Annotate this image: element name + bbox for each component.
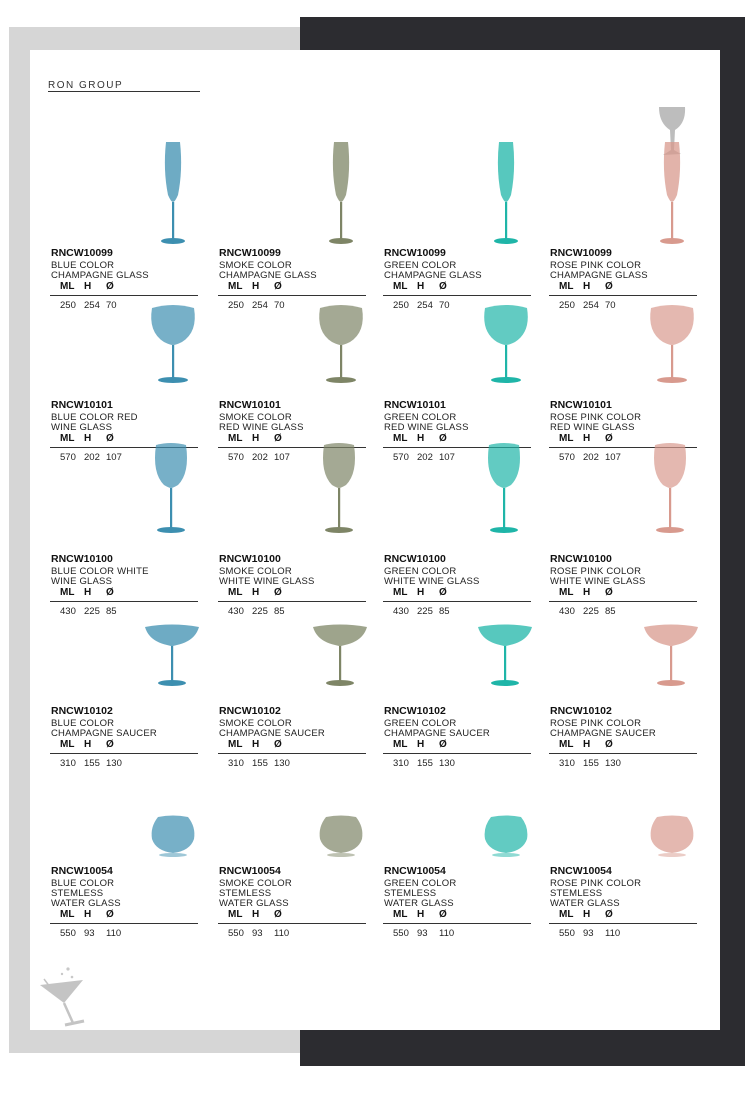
- product-card: [383, 648, 535, 788]
- spec-value: 254: [583, 300, 599, 311]
- spec-header-label: ML: [60, 433, 75, 444]
- spec-value: 254: [84, 300, 100, 311]
- spec-header-label: Ø: [605, 909, 613, 920]
- product-name-line: WINE GLASS: [51, 576, 113, 587]
- product-code: RNCW10054: [219, 865, 281, 877]
- spec-value: 550: [559, 928, 575, 939]
- spec-header-label: H: [84, 587, 92, 598]
- spec-header-label: Ø: [106, 281, 114, 292]
- spec-header-label: Ø: [605, 433, 613, 444]
- whitewine-glass-image: [148, 441, 194, 541]
- spec-value: 107: [274, 452, 290, 463]
- spec-values: [60, 928, 128, 939]
- product-name-line: RED WINE GLASS: [550, 422, 635, 433]
- product-name-line: CHAMPAGNE SAUCER: [384, 728, 490, 739]
- product-name-line: CHAMPAGNE GLASS: [51, 270, 149, 281]
- spec-value: 110: [605, 928, 621, 939]
- spec-header-label: Ø: [605, 587, 613, 598]
- product-name-line: BLUE COLOR: [51, 718, 115, 729]
- product-code: RNCW10102: [550, 705, 612, 717]
- product-name-line: STEMLESS: [219, 888, 272, 899]
- spec-header: [60, 909, 122, 920]
- product-code: RNCW10099: [51, 247, 113, 259]
- spec-header-label: ML: [228, 909, 243, 920]
- spec-header: [228, 909, 290, 920]
- product-card: [383, 496, 535, 636]
- spec-divider: [383, 295, 531, 296]
- spec-header-label: ML: [228, 281, 243, 292]
- spec-value: 130: [605, 758, 621, 769]
- spec-value: 225: [417, 606, 433, 617]
- product-name-line: WHITE WINE GLASS: [384, 576, 480, 587]
- saucer-glass-image: [476, 623, 534, 693]
- spec-header: [60, 281, 122, 292]
- redwine-glass-image: [645, 302, 699, 392]
- spec-header-label: Ø: [274, 587, 282, 598]
- spec-header: [60, 433, 122, 444]
- product-name-line: CHAMPAGNE SAUCER: [550, 728, 656, 739]
- spec-header-label: ML: [60, 909, 75, 920]
- spec-values: [228, 452, 296, 463]
- product-name-line: CHAMPAGNE SAUCER: [219, 728, 325, 739]
- spec-value: 225: [252, 606, 268, 617]
- spec-header-label: Ø: [439, 587, 447, 598]
- spec-header-label: Ø: [106, 433, 114, 444]
- product-name-line: RED WINE GLASS: [219, 422, 304, 433]
- spec-header-label: H: [252, 739, 260, 750]
- flute-glass-image: [153, 140, 193, 250]
- spec-header-label: Ø: [439, 433, 447, 444]
- spec-value: 130: [439, 758, 455, 769]
- spec-header-label: ML: [393, 739, 408, 750]
- spec-header-label: H: [417, 587, 425, 598]
- spec-values: [228, 300, 296, 311]
- spec-header-label: H: [583, 909, 591, 920]
- product-code: RNCW10100: [550, 553, 612, 565]
- cocktail-glass-icon: [38, 965, 88, 1030]
- spec-header: [228, 281, 290, 292]
- spec-values: [559, 758, 627, 769]
- spec-header-label: ML: [559, 587, 574, 598]
- spec-value: 70: [274, 300, 285, 311]
- spec-header-label: H: [417, 739, 425, 750]
- spec-value: 570: [559, 452, 575, 463]
- stemless-glass-image: [316, 813, 366, 863]
- spec-header-label: Ø: [274, 909, 282, 920]
- product-code: RNCW10099: [219, 247, 281, 259]
- spec-value: 310: [60, 758, 76, 769]
- product-name-line: ROSE PINK COLOR: [550, 718, 642, 729]
- spec-divider: [218, 295, 366, 296]
- product-name-line: WATER GLASS: [51, 898, 121, 909]
- spec-header-label: Ø: [106, 739, 114, 750]
- spec-value: 250: [393, 300, 409, 311]
- spec-value: 85: [605, 606, 616, 617]
- spec-value: 225: [583, 606, 599, 617]
- spec-header-label: ML: [393, 587, 408, 598]
- spec-header-label: Ø: [439, 909, 447, 920]
- product-name-line: WATER GLASS: [550, 898, 620, 909]
- spec-header-label: H: [84, 739, 92, 750]
- redwine-glass-image: [479, 302, 533, 392]
- product-name-line: BLUE COLOR WHITE: [51, 566, 149, 577]
- spec-header-label: ML: [559, 739, 574, 750]
- product-name-line: SMOKE COLOR: [219, 260, 292, 271]
- product-code: RNCW10100: [51, 553, 113, 565]
- product-name-line: STEMLESS: [384, 888, 437, 899]
- spec-value: 430: [559, 606, 575, 617]
- spec-value: 310: [228, 758, 244, 769]
- spec-divider: [218, 753, 366, 754]
- spec-header: [393, 587, 455, 598]
- spec-value: 430: [228, 606, 244, 617]
- brand-title: RON GROUP: [48, 80, 200, 92]
- product-code: RNCW10100: [219, 553, 281, 565]
- spec-header: [559, 281, 621, 292]
- spec-header-label: Ø: [605, 739, 613, 750]
- product-name-line: SMOKE COLOR: [219, 566, 292, 577]
- product-name-line: ROSE PINK COLOR: [550, 878, 642, 889]
- spec-divider: [549, 923, 697, 924]
- redwine-glass-image: [146, 302, 200, 392]
- product-card: [218, 648, 370, 788]
- spec-values: [393, 300, 461, 311]
- spec-value: 310: [393, 758, 409, 769]
- spec-header-label: H: [252, 433, 260, 444]
- spec-value: 70: [106, 300, 117, 311]
- spec-divider: [383, 923, 531, 924]
- spec-header-label: H: [84, 909, 92, 920]
- product-code: RNCW10102: [51, 705, 113, 717]
- product-name-line: SMOKE COLOR: [219, 412, 292, 423]
- spec-value: 550: [228, 928, 244, 939]
- spec-value: 430: [60, 606, 76, 617]
- spec-header-label: H: [417, 909, 425, 920]
- product-name-line: GREEN COLOR: [384, 566, 457, 577]
- product-card: [218, 496, 370, 636]
- product-name-line: SMOKE COLOR: [219, 878, 292, 889]
- product-name-line: SMOKE COLOR: [219, 718, 292, 729]
- spec-value: 85: [106, 606, 117, 617]
- spec-header-label: ML: [559, 909, 574, 920]
- spec-header-label: ML: [228, 739, 243, 750]
- spec-values: [60, 452, 128, 463]
- spec-divider: [50, 923, 198, 924]
- product-name-line: BLUE COLOR RED: [51, 412, 138, 423]
- spec-divider: [549, 601, 697, 602]
- whitewine-glass-image: [316, 441, 362, 541]
- spec-header-label: ML: [228, 433, 243, 444]
- product-card: [383, 808, 535, 948]
- spec-divider: [50, 295, 198, 296]
- spec-header: [559, 587, 621, 598]
- spec-value: 550: [393, 928, 409, 939]
- spec-divider: [218, 601, 366, 602]
- product-name-line: WINE GLASS: [51, 422, 113, 433]
- spec-header-label: H: [417, 433, 425, 444]
- spec-value: 93: [417, 928, 428, 939]
- product-name-line: ROSE PINK COLOR: [550, 260, 642, 271]
- saucer-glass-image: [311, 623, 369, 693]
- product-code: RNCW10100: [384, 553, 446, 565]
- spec-value: 130: [106, 758, 122, 769]
- spec-header-label: H: [252, 281, 260, 292]
- product-name-line: WHITE WINE GLASS: [219, 576, 315, 587]
- spec-value: 225: [84, 606, 100, 617]
- spec-header: [559, 909, 621, 920]
- spec-header-label: H: [84, 281, 92, 292]
- spec-header-label: ML: [60, 739, 75, 750]
- catalog-page: [30, 50, 720, 1030]
- product-card: [50, 648, 202, 788]
- spec-values: [228, 606, 296, 617]
- spec-values: [60, 758, 128, 769]
- spec-header-label: ML: [559, 433, 574, 444]
- product-code: RNCW10054: [550, 865, 612, 877]
- spec-values: [228, 758, 296, 769]
- spec-value: 254: [252, 300, 268, 311]
- product-name-line: CHAMPAGNE SAUCER: [51, 728, 157, 739]
- spec-value: 155: [583, 758, 599, 769]
- spec-header-label: Ø: [605, 281, 613, 292]
- spec-value: 70: [605, 300, 616, 311]
- product-code: RNCW10054: [51, 865, 113, 877]
- spec-header-label: ML: [559, 281, 574, 292]
- spec-header: [228, 433, 290, 444]
- spec-values: [559, 606, 627, 617]
- product-name-line: CHAMPAGNE GLASS: [550, 270, 648, 281]
- product-card: [50, 808, 202, 948]
- spec-values: [60, 606, 128, 617]
- spec-divider: [218, 923, 366, 924]
- spec-value: 202: [417, 452, 433, 463]
- spec-header: [393, 281, 455, 292]
- spec-header: [393, 433, 455, 444]
- spec-divider: [383, 753, 531, 754]
- spec-value: 570: [393, 452, 409, 463]
- product-name-line: ROSE PINK COLOR: [550, 412, 642, 423]
- spec-values: [559, 300, 627, 311]
- product-card: [549, 648, 701, 788]
- product-card: [50, 496, 202, 636]
- spec-header-label: ML: [228, 587, 243, 598]
- spec-header-label: ML: [393, 433, 408, 444]
- product-code: RNCW10102: [384, 705, 446, 717]
- spec-header-label: H: [583, 281, 591, 292]
- spec-value: 107: [439, 452, 455, 463]
- spec-values: [393, 452, 461, 463]
- spec-value: 202: [252, 452, 268, 463]
- product-name-line: BLUE COLOR: [51, 878, 115, 889]
- spec-value: 70: [439, 300, 450, 311]
- product-name-line: GREEN COLOR: [384, 718, 457, 729]
- whitewine-glass-image: [481, 441, 527, 541]
- spec-value: 110: [106, 928, 122, 939]
- product-card: [549, 808, 701, 948]
- spec-values: [228, 928, 296, 939]
- spec-value: 250: [60, 300, 76, 311]
- product-name-line: GREEN COLOR: [384, 412, 457, 423]
- product-name-line: WATER GLASS: [384, 898, 454, 909]
- spec-header: [559, 739, 621, 750]
- spec-header: [393, 909, 455, 920]
- spec-value: 155: [252, 758, 268, 769]
- flute-glass-image: [652, 140, 692, 250]
- spec-value: 85: [439, 606, 450, 617]
- spec-header: [228, 739, 290, 750]
- spec-value: 110: [439, 928, 455, 939]
- spec-values: [393, 758, 461, 769]
- spec-value: 250: [559, 300, 575, 311]
- spec-header: [228, 587, 290, 598]
- spec-header-label: Ø: [274, 281, 282, 292]
- product-name-line: CHAMPAGNE GLASS: [219, 270, 317, 281]
- spec-value: 107: [106, 452, 122, 463]
- spec-divider: [549, 753, 697, 754]
- spec-header-label: Ø: [274, 433, 282, 444]
- product-name-line: STEMLESS: [51, 888, 104, 899]
- stemless-glass-image: [481, 813, 531, 863]
- spec-value: 155: [417, 758, 433, 769]
- spec-header-label: H: [583, 739, 591, 750]
- spec-header-label: Ø: [439, 739, 447, 750]
- product-code: RNCW10101: [384, 399, 446, 411]
- spec-header-label: Ø: [274, 739, 282, 750]
- spec-header: [60, 739, 122, 750]
- spec-value: 93: [84, 928, 95, 939]
- spec-values: [60, 300, 128, 311]
- whitewine-glass-image: [647, 441, 693, 541]
- spec-header-label: Ø: [106, 587, 114, 598]
- spec-value: 430: [393, 606, 409, 617]
- saucer-glass-image: [143, 623, 201, 693]
- product-code: RNCW10054: [384, 865, 446, 877]
- spec-divider: [549, 295, 697, 296]
- spec-header-label: Ø: [439, 281, 447, 292]
- spec-header: [559, 433, 621, 444]
- spec-value: 110: [274, 928, 290, 939]
- product-name-line: RED WINE GLASS: [384, 422, 469, 433]
- spec-value: 250: [228, 300, 244, 311]
- spec-value: 202: [84, 452, 100, 463]
- spec-value: 254: [417, 300, 433, 311]
- spec-values: [393, 928, 461, 939]
- product-name-line: BLUE COLOR: [51, 260, 115, 271]
- spec-value: 202: [583, 452, 599, 463]
- product-card: [218, 808, 370, 948]
- stemless-glass-image: [148, 813, 198, 863]
- spec-values: [559, 928, 627, 939]
- spec-value: 93: [583, 928, 594, 939]
- product-name-line: GREEN COLOR: [384, 260, 457, 271]
- product-name-line: WHITE WINE GLASS: [550, 576, 646, 587]
- product-name-line: CHAMPAGNE GLASS: [384, 270, 482, 281]
- spec-value: 130: [274, 758, 290, 769]
- spec-header-label: ML: [393, 281, 408, 292]
- spec-header-label: H: [252, 587, 260, 598]
- spec-divider: [50, 601, 198, 602]
- spec-header-label: H: [583, 433, 591, 444]
- spec-header-label: H: [417, 281, 425, 292]
- product-name-line: STEMLESS: [550, 888, 603, 899]
- spec-values: [393, 606, 461, 617]
- spec-values: [559, 452, 627, 463]
- spec-value: 570: [60, 452, 76, 463]
- product-card: [549, 496, 701, 636]
- flute-glass-image: [321, 140, 361, 250]
- product-code: RNCW10099: [384, 247, 446, 259]
- spec-value: 155: [84, 758, 100, 769]
- spec-divider: [50, 753, 198, 754]
- spec-value: 570: [228, 452, 244, 463]
- spec-header-label: H: [84, 433, 92, 444]
- product-code: RNCW10101: [219, 399, 281, 411]
- spec-divider: [383, 601, 531, 602]
- spec-header-label: ML: [60, 281, 75, 292]
- spec-value: 85: [274, 606, 285, 617]
- flute-glass-image: [486, 140, 526, 250]
- spec-value: 93: [252, 928, 263, 939]
- saucer-glass-image: [642, 623, 700, 693]
- spec-header-label: ML: [393, 909, 408, 920]
- spec-value: 550: [60, 928, 76, 939]
- spec-header: [60, 587, 122, 598]
- spec-value: 310: [559, 758, 575, 769]
- spec-value: 107: [605, 452, 621, 463]
- spec-header-label: H: [252, 909, 260, 920]
- product-code: RNCW10101: [51, 399, 113, 411]
- redwine-glass-image: [314, 302, 368, 392]
- product-code: RNCW10099: [550, 247, 612, 259]
- product-name-line: GREEN COLOR: [384, 878, 457, 889]
- product-code: RNCW10101: [550, 399, 612, 411]
- spec-header-label: Ø: [106, 909, 114, 920]
- spec-header-label: H: [583, 587, 591, 598]
- stemless-glass-image: [647, 813, 697, 863]
- spec-header: [393, 739, 455, 750]
- product-name-line: WATER GLASS: [219, 898, 289, 909]
- product-code: RNCW10102: [219, 705, 281, 717]
- product-name-line: ROSE PINK COLOR: [550, 566, 642, 577]
- spec-header-label: ML: [60, 587, 75, 598]
